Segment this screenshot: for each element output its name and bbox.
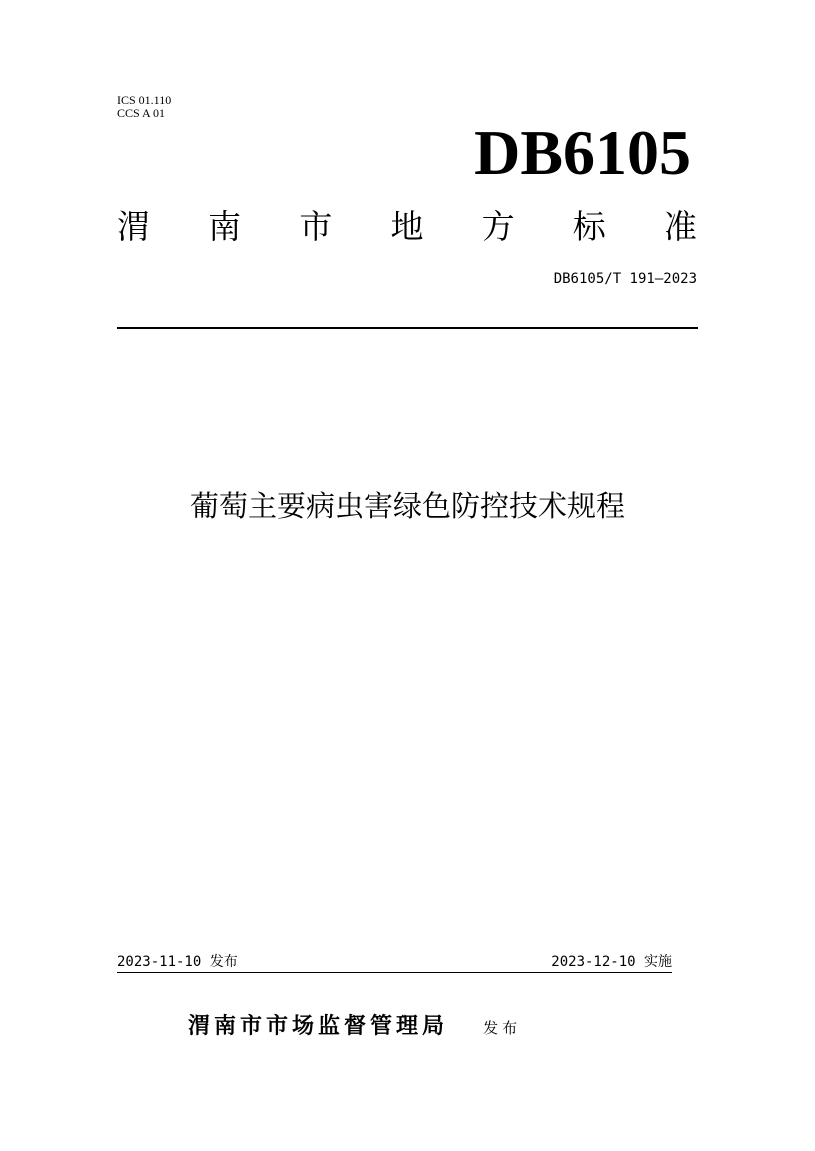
standard-number: DB6105/T 191—2023 xyxy=(553,271,697,287)
header-divider xyxy=(117,327,698,329)
ccs-code: CCS A 01 xyxy=(117,106,166,120)
publish-label: 发布 xyxy=(483,1019,522,1037)
publisher-name: 渭南市市场监督管理局 xyxy=(188,1014,449,1039)
standard-type-char: 渭 xyxy=(117,207,150,246)
implementation-date: 2023-12-10 实施 xyxy=(551,954,672,970)
standard-type-char: 方 xyxy=(481,207,515,246)
standard-type-char: 标 xyxy=(572,207,606,246)
standard-code: DB6105 xyxy=(474,117,691,188)
date-row xyxy=(117,952,672,973)
document-title: 葡萄主要病虫害绿色防控技术规程 xyxy=(189,489,625,523)
issue-date: 2023-11-10 发布 xyxy=(117,954,238,970)
standard-type-heading xyxy=(117,205,697,249)
publisher-row xyxy=(188,1012,521,1043)
ics-code: ICS 01.110 xyxy=(117,93,172,107)
standard-type-char: 准 xyxy=(663,207,697,246)
classification-codes xyxy=(117,94,171,120)
standard-type-char: 地 xyxy=(390,207,424,246)
standard-type-char: 南 xyxy=(208,207,242,246)
standard-type-char: 市 xyxy=(299,207,333,246)
